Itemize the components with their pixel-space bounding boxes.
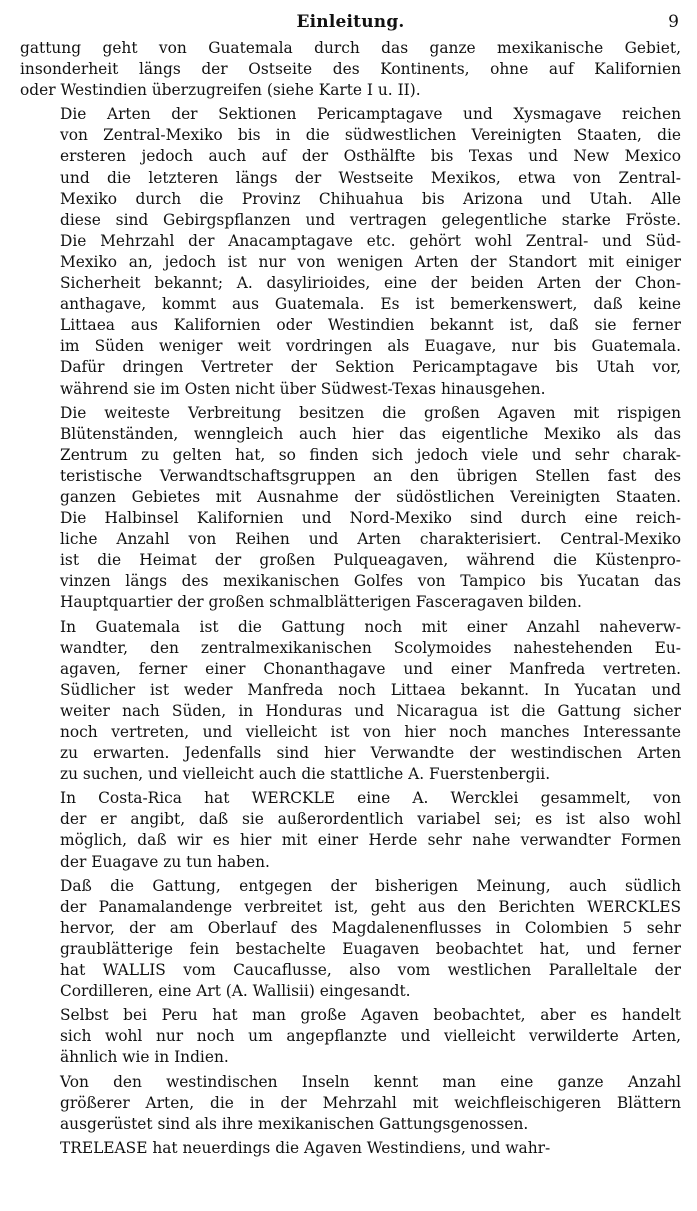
text-line: Mexiko durch die Provinz Chihuahua bis Arizona und Utah. Alle: [60, 189, 681, 208]
text-line: der er angibt, daß sie außerordentlich variabel sei; es ist also wohl: [60, 810, 681, 829]
paragraph: [20, 403, 681, 614]
text-line: im Süden weniger weit vordringen als Euagave, nur bis Guatemala.: [60, 337, 681, 356]
document-page: [20, 0, 681, 1211]
text-line: ausgerüstet sind als ihre mexikanischen Gattungsgenossen.: [60, 1114, 529, 1133]
text-line: und die letzteren längs der Westseite Mexikos, etwa von Zentral-: [60, 168, 681, 187]
text-line: zu suchen, und vielleicht auch die stattliche A. Fuerstenbergii.: [60, 765, 551, 784]
text-line: von Zentral-Mexiko bis in die südwestlichen Vereinigten Staaten, die: [60, 126, 681, 145]
page-number: 9: [668, 12, 679, 32]
text-line: ist die Heimat der großen Pulqueagaven, während die Küstenpro-: [60, 551, 681, 570]
text-line: der Euagave zu tun haben.: [60, 852, 270, 871]
text-line: Littaea aus Kalifornien oder Westindien bekannt ist, daß sie ferner: [60, 316, 681, 335]
paragraph: [20, 876, 681, 1003]
text-line: Blütenständen, wenngleich auch hier das eigentliche Mexiko als das: [60, 424, 681, 443]
text-line: TRELEASE hat neuerdings die Agaven Westindiens, und wahr-: [60, 1138, 551, 1157]
text-line: graublätterige fein bestachelte Euagaven beobachtet hat, und ferner: [60, 939, 681, 958]
text-line: vinzen längs des mexikanischen Golfes von Tampico bis Yucatan das: [60, 572, 681, 591]
chapter-title: Einleitung.: [296, 12, 405, 32]
text-line: hat WALLIS vom Caucaflusse, also vom westlichen Paralleltale der: [60, 961, 681, 980]
text-line: während sie im Osten nicht über Südwest-Texas hinausgehen.: [60, 379, 546, 398]
text-line: Südlicher ist weder Manfreda noch Littaea bekannt. In Yucatan und: [60, 680, 681, 699]
text-line: Sicherheit bekannt; A. dasylirioides, eine der beiden Arten der Chon-: [60, 274, 681, 293]
text-line: insonderheit längs der Ostseite des Kontinents, ohne auf Kalifornien: [20, 60, 681, 79]
text-line: Dafür dringen Vertreter der Sektion Pericamptagave bis Utah vor,: [60, 358, 681, 377]
text-line: Zentrum zu gelten hat, so finden sich jedoch viele und sehr charak-: [60, 445, 681, 464]
text-line: In Costa-Rica hat WERCKLE eine A. Wercklei gesammelt, von: [60, 789, 681, 808]
text-line: Die Mehrzahl der Anacamptagave etc. gehört wohl Zentral- und Süd-: [60, 231, 681, 250]
text-line: weiter nach Süden, in Honduras und Nicaragua ist die Gattung sicher: [60, 701, 681, 720]
text-line: Mexiko an, jedoch ist nur von wenigen Arten der Standort mit einiger: [60, 252, 681, 271]
text-line: Die Halbinsel Kalifornien und Nord-Mexiko sind durch eine reich-: [60, 509, 681, 528]
text-line: wandter, den zentralmexikanischen Scolymoides nahestehenden Eu-: [60, 638, 681, 657]
text-line: größerer Arten, die in der Mehrzahl mit weichfleischigeren Blättern: [60, 1093, 681, 1112]
text-line: ersteren jedoch auch auf der Osthälfte bis Texas und New Mexico: [60, 147, 681, 166]
text-line: Hauptquartier der großen schmalblätterigen Fasceragaven bilden.: [60, 593, 582, 612]
text-line: Von den westindischen Inseln kennt man eine ganze Anzahl: [60, 1072, 681, 1091]
paragraph: [20, 104, 681, 399]
text-line: sich wohl nur noch um angepflanzte und vielleicht verwilderte Arten,: [60, 1027, 681, 1046]
body-text: [20, 38, 681, 1159]
text-line: liche Anzahl von Reihen und Arten charakterisiert. Central-Mexiko: [60, 530, 681, 549]
text-line: gattung geht von Guatemala durch das ganze mexikanische Gebiet,: [20, 39, 681, 57]
text-line: anthagave, kommt aus Guatemala. Es ist bemerkenswert, daß keine: [60, 295, 681, 314]
text-line: ganzen Gebietes mit Ausnahme der südöstlichen Vereinigten Staaten.: [60, 487, 681, 506]
paragraph: [20, 1005, 681, 1068]
paragraph: [20, 617, 681, 786]
text-line: agaven, ferner einer Chonanthagave und einer Manfreda vertreten.: [60, 659, 681, 678]
paragraph: [20, 1138, 681, 1159]
text-line: möglich, daß wir es hier mit einer Herde sehr nahe verwandter Formen: [60, 831, 681, 850]
text-line: der Panamalandenge verbreitet ist, geht aus den Berichten WERCKLES: [60, 897, 681, 916]
paragraph: [20, 788, 681, 872]
text-line: Die weiteste Verbreitung besitzen die großen Agaven mit rispigen: [60, 403, 681, 422]
text-line: In Guatemala ist die Gattung noch mit einer Anzahl naheverw-: [60, 617, 681, 636]
text-line: Cordilleren, eine Art (A. Wallisii) eingesandt.: [60, 982, 411, 1001]
text-line: teristische Verwandtschaftsgruppen an den übrigen Stellen fast des: [60, 466, 681, 485]
text-line: hervor, der am Oberlauf des Magdalenenflusses in Colombien 5 sehr: [60, 918, 681, 937]
text-line: noch vertreten, und vielleicht ist von hier noch manches Interessante: [60, 723, 681, 741]
running-header: [20, 0, 681, 38]
text-line: Selbst bei Peru hat man große Agaven beobachtet, aber es handelt: [60, 1006, 681, 1025]
text-line: zu erwarten. Jedenfalls sind hier Verwandte der westindischen Arten: [60, 744, 681, 763]
text-line: Die Arten der Sektionen Pericamptagave und Xysmagave reichen: [60, 105, 681, 124]
text-line: Daß die Gattung, entgegen der bisherigen Meinung, auch südlich: [60, 876, 681, 895]
paragraph: [20, 1072, 681, 1135]
text-line: ähnlich wie in Indien.: [60, 1048, 229, 1067]
text-line: oder Westindien überzugreifen (siehe Karte I u. II).: [20, 81, 421, 100]
text-line: diese sind Gebirgspflanzen und vertragen gelegentliche starke Fröste.: [60, 210, 681, 229]
paragraph: [20, 38, 681, 101]
